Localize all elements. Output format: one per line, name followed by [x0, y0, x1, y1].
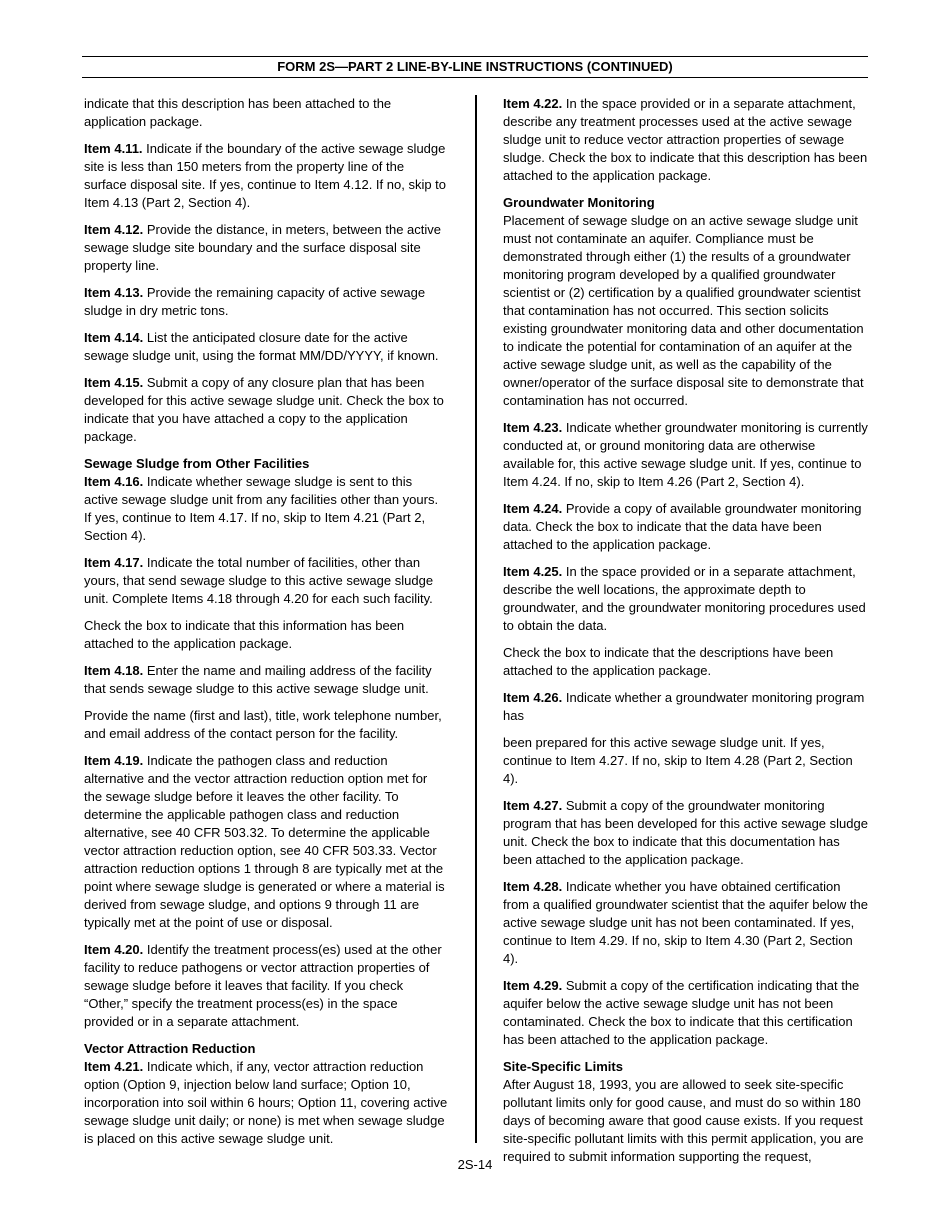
item-4-19 — [84, 752, 448, 932]
item-label: Item 4.16. — [84, 474, 144, 489]
item-4-18 — [84, 662, 448, 698]
item-text: Submit a copy of the groundwater monitoring program that has been developed for this active sewage sludge unit. Check the box to indicate that this documentation has been attached to the application package. — [503, 798, 868, 867]
item-4-21 — [84, 1058, 448, 1148]
item-text: Provide the distance, in meters, between the active sewage sludge site boundary and the surface disposal site property line. — [84, 222, 441, 273]
check-box-paragraph: Check the box to indicate that the descriptions have been attached to the application package. — [503, 645, 834, 678]
section-heading-other-facilities: Sewage Sludge from Other Facilities — [84, 456, 310, 471]
item-text: Indicate whether a groundwater monitoring program has — [503, 690, 865, 723]
item-4-26-continued: been prepared for this active sewage sludge unit. If yes, continue to Item 4.27. If no, skip to Item 4.28 (Part 2, Section 4). — [503, 735, 853, 786]
item-4-16 — [84, 473, 448, 545]
item-text: In the space provided or in a separate attachment, describe the well locations, the approximate depth to groundwater, and the groundwater monitoring procedures used to obtain the data. — [503, 564, 866, 633]
item-4-15 — [84, 374, 448, 446]
item-4-26 — [503, 689, 869, 725]
item-4-11 — [84, 140, 448, 212]
item-4-25 — [503, 563, 869, 635]
item-text: Identify the treatment process(es) used at the other facility to reduce pathogens or vector attraction properties of sewage sludge before it leaves that facility. If you check “Other,” specify the treatment process(es) in the space provided or in a separate attachment. — [84, 942, 442, 1029]
item-text: Enter the name and mailing address of the facility that sends sewage sludge to this active sewage sludge unit. — [84, 663, 432, 696]
item-text: Indicate if the boundary of the active sewage sludge site is less than 150 meters from the property line of the surface disposal site. If yes, continue to Item 4.12. If no, skip to Item 4.13 (Part 2, Section 4). — [84, 141, 447, 210]
item-label: Item 4.26. — [503, 690, 563, 705]
item-text: Indicate whether groundwater monitoring is currently conducted at, or ground monitoring data are otherwise available for, this active sewage sludge unit. If yes, continue to Item 4.24. If no, skip to Item 4.26 (Part 2, Section 4). — [503, 420, 868, 489]
continued-paragraph: indicate that this description has been attached to the application package. — [84, 96, 392, 129]
item-4-24 — [503, 500, 869, 554]
contact-paragraph: Provide the name (first and last), title, work telephone number, and email address of the contact person for the facility. — [84, 708, 442, 741]
item-label: Item 4.23. — [503, 420, 563, 435]
item-text: Indicate the pathogen class and reduction alternative and the vector attraction reduction option met for the sewage sludge before it leaves the other facility. To determine the applicable pathogen class and reduction alternative, see 40 CFR 503.32. To determine the applicable vector attraction reduction option, see 40 CFR 503.33. Vector attraction reduction options 1 through 8 are typically met at the point where sewage sludge is generated or where a material is derived from sewage sludge, and options 9 through 11 are typically met at the point of use or disposal. — [84, 753, 445, 930]
item-label: Item 4.25. — [503, 564, 563, 579]
header-bottom-rule — [82, 77, 868, 78]
item-4-29 — [503, 977, 869, 1049]
section-heading-vector-attraction: Vector Attraction Reduction — [84, 1041, 256, 1056]
item-text: Provide a copy of available groundwater monitoring data. Check the box to indicate that the data have been attached to the application package. — [503, 501, 862, 552]
page-number: 2S-14 — [457, 1157, 493, 1172]
item-4-17 — [84, 554, 448, 608]
page-header: FORM 2S—PART 2 LINE-BY-LINE INSTRUCTIONS (CONTINUED) — [277, 59, 673, 74]
item-label: Item 4.12. — [84, 222, 144, 237]
groundwater-paragraph: Placement of sewage sludge on an active sewage sludge unit must not contaminate an aquifer. Compliance must be demonstrated through either (1) the results of a groundwater monitoring program developed by a qualified groundwater scientist or (2) certification by a qualified groundwater scientist that contamination has not occurred. This section solicits existing groundwater monitoring data and other documentation to indicate the potential for contamination of an aquifer at the active sewage sludge unit, as well as the capability of the owner/operator of the surface disposal site to demonstrate that contamination has not occurred. — [503, 213, 864, 408]
site-specific-paragraph: After August 18, 1993, you are allowed to seek site-specific pollutant limits only for good cause, and must do so within 180 days of becoming aware that good cause exists. If you request site-specific pollutant limits with this permit application, you are required to submit information supporting the request, — [503, 1077, 864, 1164]
item-label: Item 4.28. — [503, 879, 563, 894]
item-text: Submit a copy of the certification indicating that the aquifer below the active sewage sludge unit has not been contaminated. Check the box to indicate that this certification has been attached to the application package. — [503, 978, 860, 1047]
item-label: Item 4.19. — [84, 753, 144, 768]
column-divider — [475, 95, 477, 1143]
item-4-14 — [84, 329, 448, 365]
item-label: Item 4.27. — [503, 798, 563, 813]
item-label: Item 4.24. — [503, 501, 563, 516]
section-heading-groundwater: Groundwater Monitoring — [503, 195, 655, 210]
item-text: List the anticipated closure date for the active sewage sludge unit, using the format MM/DD/YYYY, if known. — [84, 330, 439, 363]
item-4-23 — [503, 419, 869, 491]
item-label: Item 4.13. — [84, 285, 144, 300]
item-label: Item 4.29. — [503, 978, 563, 993]
item-text: Provide the remaining capacity of active sewage sludge in dry metric tons. — [84, 285, 426, 318]
item-text: In the space provided or in a separate attachment, describe any treatment processes used at the active sewage sludge unit to reduce vector attraction properties of sewage sludge. Check the box to indicate that this description has been attached to the application package. — [503, 96, 868, 183]
item-label: Item 4.11. — [84, 141, 143, 156]
item-text: Indicate which, if any, vector attraction reduction option (Option 9, injection below land surface; Option 10, incorporation into soil within 6 hours; Option 11, covering active sewage sludge unit daily; or none) is met when sewage sludge is placed on this active sewage sludge unit. — [84, 1059, 448, 1146]
left-column — [84, 95, 448, 1157]
item-label: Item 4.18. — [84, 663, 144, 678]
section-heading-site-specific: Site-Specific Limits — [503, 1059, 623, 1074]
item-4-13 — [84, 284, 448, 320]
item-4-12 — [84, 221, 448, 275]
item-4-22 — [503, 95, 869, 185]
item-label: Item 4.15. — [84, 375, 144, 390]
right-column — [503, 95, 869, 1175]
item-label: Item 4.17. — [84, 555, 144, 570]
item-4-27 — [503, 797, 869, 869]
item-text: Submit a copy of any closure plan that has been developed for this active sewage sludge unit. Check the box to indicate that you have attached a copy to the application package. — [84, 375, 444, 444]
item-label: Item 4.20. — [84, 942, 144, 957]
header-top-rule — [82, 56, 868, 57]
item-4-28 — [503, 878, 869, 968]
item-label: Item 4.22. — [503, 96, 563, 111]
item-text: Indicate the total number of facilities, other than yours, that send sewage sludge to this active sewage sludge unit. Complete Items 4.18 through 4.20 for each such facility. — [84, 555, 434, 606]
check-box-paragraph: Check the box to indicate that this information has been attached to the application package. — [84, 618, 405, 651]
item-4-20 — [84, 941, 448, 1031]
item-text: Indicate whether you have obtained certification from a qualified groundwater scientist that the aquifer below the active sewage sludge unit has not been contaminated. If yes, continue to Item 4.29. If no, skip to Item 4.30 (Part 2, Section 4). — [503, 879, 868, 966]
item-label: Item 4.21. — [84, 1059, 144, 1074]
item-text: Indicate whether sewage sludge is sent to this active sewage sludge unit from any facilities other than yours. If yes, continue to Item 4.17. If no, skip to Item 4.21 (Part 2, Section 4). — [84, 474, 439, 543]
item-label: Item 4.14. — [84, 330, 144, 345]
